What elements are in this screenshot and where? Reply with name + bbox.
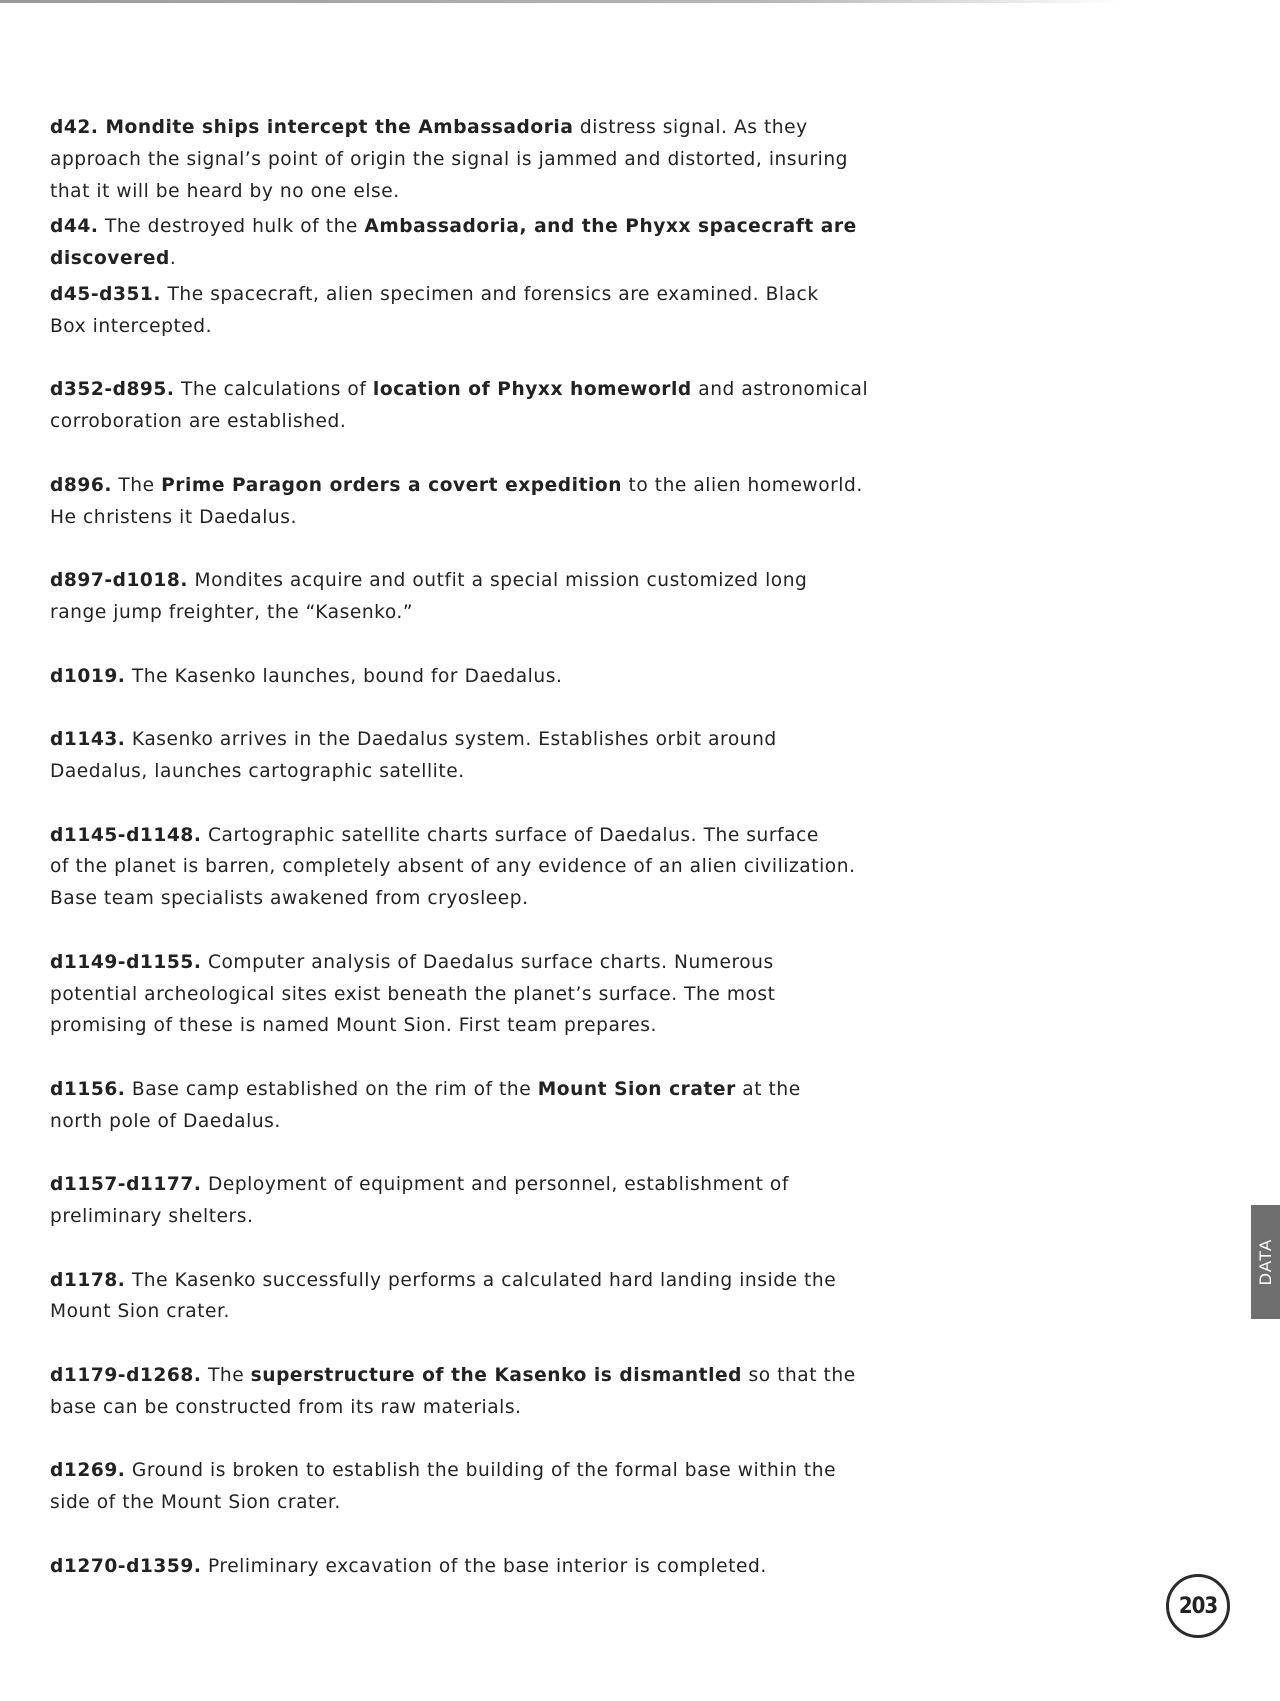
timeline-entry	[50, 1169, 1000, 1233]
timeline-entry	[50, 947, 1000, 1042]
entry-text: Preliminary excavation of the base interior is completed.	[201, 1555, 767, 1577]
entry-text: that it will be heard by no one else.	[50, 180, 400, 202]
timeline-entry	[50, 470, 1000, 534]
entry-text: Deployment of equipment and personnel, establishment of	[201, 1174, 789, 1196]
entry-highlight: Ambassadoria, and the Phyxx spacecraft are	[364, 216, 857, 238]
top-rule	[0, 0, 1120, 3]
entry-highlight: Mondite ships intercept the Ambassadoria	[98, 117, 574, 138]
entry-text: approach the signal’s point of origin the signal is jammed and distorted, insuring	[50, 148, 849, 170]
timeline-entry	[50, 279, 1000, 343]
entry-date: d44.	[50, 216, 99, 238]
entry-text: and astronomical	[691, 379, 869, 401]
entry-highlight: Prime Paragon orders a covert expedition	[161, 474, 623, 496]
entry-text: base can be constructed from its raw materials.	[50, 1396, 522, 1418]
entry-text: potential archeological sites exist beneath the planet’s surface. The most	[50, 983, 776, 1005]
entry-text: The	[111, 474, 162, 496]
entry-text: .	[169, 248, 177, 270]
timeline-entry	[50, 374, 1000, 438]
timeline-entry	[50, 661, 1000, 693]
timeline-entry	[50, 1551, 1000, 1583]
entry-text: Cartographic satellite charts surface of Daedalus. The surface	[201, 824, 819, 846]
entry-text: Base camp established on the rim of the	[125, 1078, 538, 1100]
entry-text: preliminary shelters.	[50, 1206, 254, 1228]
entry-text: Base team specialists awakened from cryosleep.	[50, 888, 529, 910]
entry-text: promising of these is named Mount Sion. First team prepares.	[50, 1015, 657, 1037]
timeline-entries	[50, 112, 1000, 1583]
entry-text: distress signal. As they	[573, 117, 808, 138]
entry-date: d1149-d1155.	[50, 951, 202, 973]
entry-text: The Kasenko launches, bound for Daedalus.	[125, 665, 563, 687]
entry-text: The destroyed hulk of the	[98, 216, 365, 238]
entry-highlight: Mount Sion crater	[537, 1078, 736, 1100]
entry-date: d1145-d1148.	[50, 824, 202, 846]
timeline-entry	[50, 1074, 1000, 1138]
timeline-entry	[50, 112, 1000, 207]
entry-date: d42.	[50, 117, 99, 138]
entry-date: d1156.	[50, 1078, 126, 1100]
section-tab-label: DATA	[1255, 1238, 1275, 1286]
entry-text: Ground is broken to establish the building of the formal base within the	[125, 1460, 837, 1482]
timeline-entry	[50, 1265, 1000, 1329]
timeline-entry	[50, 724, 1000, 788]
entry-date: d45-d351.	[50, 283, 162, 305]
entry-date: d1179-d1268.	[50, 1365, 202, 1387]
entry-date: d1157-d1177.	[50, 1174, 202, 1196]
entry-text: The	[201, 1365, 251, 1387]
entry-text: The spacecraft, alien specimen and forensics are examined. Black	[161, 283, 819, 305]
entry-highlight: superstructure of the Kasenko is dismantled	[250, 1365, 743, 1387]
timeline-entry	[50, 565, 1000, 629]
entry-text: so that the	[742, 1365, 856, 1387]
entry-text: Mondites acquire and outfit a special mission customized long	[188, 570, 808, 592]
timeline-entry	[50, 820, 1000, 915]
timeline-entry	[50, 1360, 1000, 1424]
entry-text: range jump freighter, the “Kasenko.”	[50, 601, 414, 623]
entry-date: d352-d895.	[50, 379, 175, 401]
entry-text: to the alien homeworld.	[622, 474, 863, 496]
section-tab	[1251, 1205, 1280, 1319]
entry-text: corroboration are established.	[50, 411, 347, 433]
entry-highlight: location of Phyxx homeworld	[372, 379, 692, 401]
entry-text: Computer analysis of Daedalus surface charts. Numerous	[201, 951, 774, 973]
entry-date: d896.	[50, 474, 112, 496]
entry-text: at the	[735, 1078, 801, 1100]
page-number: 203	[1166, 1574, 1230, 1638]
entry-text: Mount Sion crater.	[50, 1301, 230, 1323]
timeline-entry	[50, 1455, 1000, 1519]
entry-text: The calculations of	[174, 379, 373, 401]
entry-date: d897-d1018.	[50, 570, 189, 592]
entry-date: d1178.	[50, 1269, 126, 1291]
entry-text: Daedalus, launches cartographic satellite.	[50, 760, 465, 782]
entry-date: d1143.	[50, 729, 126, 751]
entry-date: d1270-d1359.	[50, 1555, 202, 1577]
timeline-entry	[50, 211, 1000, 275]
entry-text: north pole of Daedalus.	[50, 1110, 281, 1132]
entry-text: side of the Mount Sion crater.	[50, 1492, 341, 1514]
entry-text: Kasenko arrives in the Daedalus system. Establishes orbit around	[125, 729, 777, 751]
entry-text: of the planet is barren, completely absent of any evidence of an alien civilization.	[50, 856, 856, 878]
entry-date: d1019.	[50, 665, 126, 687]
entry-text: The Kasenko successfully performs a calculated hard landing inside the	[125, 1269, 837, 1291]
entry-highlight: discovered	[50, 248, 170, 270]
entry-text: He christens it Daedalus.	[50, 506, 297, 528]
entry-text: Box intercepted.	[50, 315, 213, 337]
entry-date: d1269.	[50, 1460, 126, 1482]
